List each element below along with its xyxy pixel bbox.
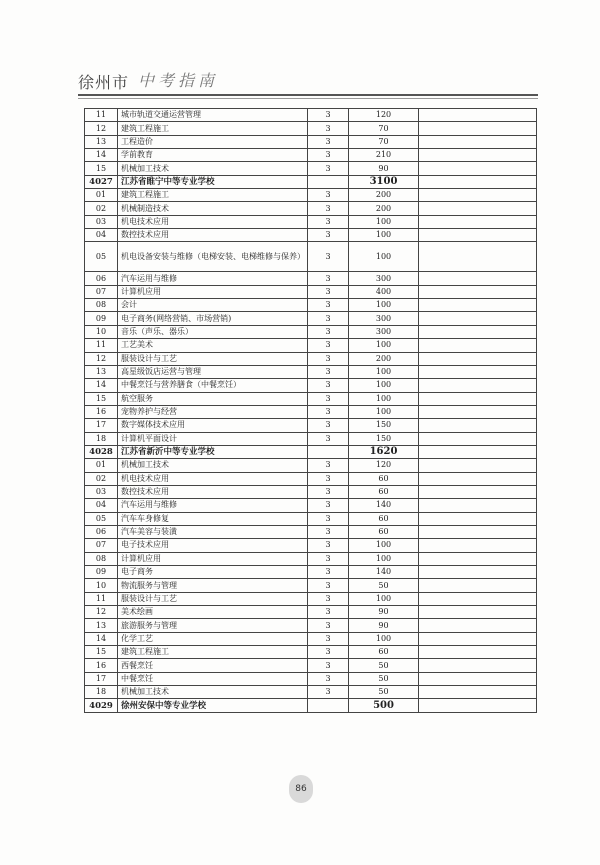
- cell-name: 中餐烹饪与营养膳食（中餐烹饪）: [118, 379, 308, 392]
- cell-plan: 100: [349, 299, 419, 312]
- cell-code: 12: [85, 352, 118, 365]
- cell-name: 机械加工技术: [118, 162, 308, 175]
- cell-plan: 100: [349, 632, 419, 645]
- cell-plan: 90: [349, 162, 419, 175]
- cell-plan: 120: [349, 459, 419, 472]
- cell-name: 建筑工程施工: [118, 122, 308, 135]
- cell-plan: 300: [349, 272, 419, 285]
- cell-name: 美术绘画: [118, 606, 308, 619]
- table-row: [85, 202, 537, 215]
- cell-name: 汽车车身修复: [118, 512, 308, 525]
- cell-name: 化学工艺: [118, 632, 308, 645]
- cell-note: [419, 659, 537, 672]
- cell-code: 01: [85, 459, 118, 472]
- cell-years: 3: [308, 189, 349, 202]
- table-row: [85, 659, 537, 672]
- cell-note: [419, 135, 537, 148]
- table-row: [85, 122, 537, 135]
- cell-name: 工程造价: [118, 135, 308, 148]
- cell-years: 3: [308, 672, 349, 685]
- cell-plan: 60: [349, 512, 419, 525]
- cell-note: [419, 202, 537, 215]
- cell-years: 3: [308, 122, 349, 135]
- table-row: [85, 242, 537, 272]
- enrollment-table: [84, 108, 537, 713]
- cell-code: 13: [85, 365, 118, 378]
- cell-code: 07: [85, 539, 118, 552]
- cell-years: 3: [308, 659, 349, 672]
- cell-name: 中餐烹饪: [118, 672, 308, 685]
- table-row: [85, 579, 537, 592]
- cell-years: 3: [308, 109, 349, 122]
- cell-code: 4027: [85, 175, 118, 188]
- cell-note: [419, 646, 537, 659]
- cell-years: 3: [308, 512, 349, 525]
- cell-plan: 90: [349, 619, 419, 632]
- cell-code: 05: [85, 242, 118, 272]
- cell-name: 航空服务: [118, 392, 308, 405]
- cell-name: 机械制造技术: [118, 202, 308, 215]
- table-row: [85, 606, 537, 619]
- cell-name: 电子商务: [118, 566, 308, 579]
- cell-code: 11: [85, 109, 118, 122]
- cell-plan: 50: [349, 686, 419, 699]
- cell-plan: 100: [349, 229, 419, 242]
- cell-code: 14: [85, 632, 118, 645]
- cell-years: 3: [308, 405, 349, 418]
- cell-years: 3: [308, 619, 349, 632]
- cell-note: [419, 162, 537, 175]
- cell-code: 01: [85, 189, 118, 202]
- cell-years: 3: [308, 579, 349, 592]
- table-row: [85, 459, 537, 472]
- cell-note: [419, 606, 537, 619]
- cell-note: [419, 325, 537, 338]
- header-decoration: 中考指南: [138, 71, 219, 90]
- cell-years: 3: [308, 285, 349, 298]
- cell-name: 机械加工技术: [118, 686, 308, 699]
- table-row: [85, 485, 537, 498]
- table-row: [85, 285, 537, 298]
- enrollment-table-body: [85, 109, 537, 713]
- cell-years: 3: [308, 539, 349, 552]
- table-row: [85, 162, 537, 175]
- table-row: [85, 552, 537, 565]
- cell-note: [419, 539, 537, 552]
- cell-note: [419, 432, 537, 445]
- cell-note: [419, 459, 537, 472]
- table-row: [85, 135, 537, 148]
- cell-note: [419, 339, 537, 352]
- cell-code: 16: [85, 659, 118, 672]
- cell-name: 宠物养护与经营: [118, 405, 308, 418]
- cell-name: 徐州安保中等专业学校: [118, 699, 308, 712]
- cell-plan: 60: [349, 485, 419, 498]
- table-row: [85, 566, 537, 579]
- cell-plan: 50: [349, 672, 419, 685]
- cell-years: 3: [308, 379, 349, 392]
- cell-years: [308, 699, 349, 712]
- cell-plan: 100: [349, 365, 419, 378]
- page-number: 86: [289, 775, 313, 803]
- cell-code: 03: [85, 485, 118, 498]
- cell-plan: 100: [349, 392, 419, 405]
- cell-plan: 90: [349, 606, 419, 619]
- cell-years: 3: [308, 646, 349, 659]
- cell-note: [419, 175, 537, 188]
- cell-years: 3: [308, 499, 349, 512]
- cell-note: [419, 242, 537, 272]
- cell-plan: 100: [349, 539, 419, 552]
- cell-plan: 200: [349, 352, 419, 365]
- cell-code: 18: [85, 432, 118, 445]
- cell-plan: 200: [349, 189, 419, 202]
- cell-years: [308, 175, 349, 188]
- cell-note: [419, 352, 537, 365]
- cell-plan: 3100: [349, 175, 419, 188]
- cell-name: 计算机应用: [118, 552, 308, 565]
- cell-years: 3: [308, 299, 349, 312]
- cell-code: 15: [85, 162, 118, 175]
- cell-code: 15: [85, 392, 118, 405]
- cell-plan: 200: [349, 202, 419, 215]
- cell-note: [419, 392, 537, 405]
- cell-name: 机电设备安装与维修（电梯安装、电梯维修与保养）: [118, 242, 308, 272]
- cell-note: [419, 525, 537, 538]
- cell-name: 旅游服务与管理: [118, 619, 308, 632]
- cell-plan: 150: [349, 432, 419, 445]
- cell-years: 3: [308, 215, 349, 228]
- table-row: [85, 339, 537, 352]
- cell-code: 04: [85, 229, 118, 242]
- cell-name: 学前教育: [118, 149, 308, 162]
- cell-plan: 100: [349, 242, 419, 272]
- table-row: [85, 272, 537, 285]
- cell-years: 3: [308, 325, 349, 338]
- cell-code: 12: [85, 606, 118, 619]
- cell-note: [419, 552, 537, 565]
- cell-code: 4028: [85, 445, 118, 458]
- cell-years: 3: [308, 485, 349, 498]
- cell-years: 3: [308, 592, 349, 605]
- cell-name: 电子商务(网络营销、市场营销): [118, 312, 308, 325]
- cell-code: 06: [85, 272, 118, 285]
- cell-years: 3: [308, 352, 349, 365]
- cell-plan: 400: [349, 285, 419, 298]
- cell-years: 3: [308, 472, 349, 485]
- table-row: [85, 472, 537, 485]
- cell-note: [419, 592, 537, 605]
- cell-note: [419, 445, 537, 458]
- cell-plan: 100: [349, 379, 419, 392]
- table-row: [85, 619, 537, 632]
- school-row: [85, 175, 537, 188]
- table-row: [85, 646, 537, 659]
- cell-name: 江苏省新沂中等专业学校: [118, 445, 308, 458]
- cell-code: 12: [85, 122, 118, 135]
- cell-note: [419, 699, 537, 712]
- table-row: [85, 365, 537, 378]
- cell-note: [419, 405, 537, 418]
- table-row: [85, 419, 537, 432]
- cell-plan: 100: [349, 339, 419, 352]
- cell-note: [419, 122, 537, 135]
- cell-years: 3: [308, 135, 349, 148]
- cell-name: 高星级饭店运营与管理: [118, 365, 308, 378]
- cell-name: 物流服务与管理: [118, 579, 308, 592]
- cell-code: 09: [85, 566, 118, 579]
- cell-code: 10: [85, 325, 118, 338]
- cell-years: 3: [308, 149, 349, 162]
- header-rule: [78, 94, 538, 96]
- cell-code: 18: [85, 686, 118, 699]
- cell-code: 11: [85, 592, 118, 605]
- cell-plan: 300: [349, 325, 419, 338]
- cell-years: 3: [308, 632, 349, 645]
- cell-note: [419, 149, 537, 162]
- cell-note: [419, 672, 537, 685]
- cell-code: 14: [85, 379, 118, 392]
- cell-name: 建筑工程施工: [118, 646, 308, 659]
- cell-name: 计算机平面设计: [118, 432, 308, 445]
- cell-note: [419, 686, 537, 699]
- cell-code: 02: [85, 202, 118, 215]
- cell-code: 10: [85, 579, 118, 592]
- cell-plan: 150: [349, 419, 419, 432]
- cell-years: 3: [308, 459, 349, 472]
- cell-note: [419, 215, 537, 228]
- table-row: [85, 672, 537, 685]
- cell-years: 3: [308, 552, 349, 565]
- cell-note: [419, 485, 537, 498]
- cell-years: 3: [308, 202, 349, 215]
- cell-name: 机械加工技术: [118, 459, 308, 472]
- cell-plan: 1620: [349, 445, 419, 458]
- table-row: [85, 539, 537, 552]
- cell-code: 13: [85, 619, 118, 632]
- cell-plan: 140: [349, 566, 419, 579]
- header-title: 徐州市: [78, 73, 130, 92]
- header-rule-thin: [78, 98, 538, 99]
- cell-plan: 70: [349, 122, 419, 135]
- cell-code: 17: [85, 672, 118, 685]
- cell-code: 02: [85, 472, 118, 485]
- cell-years: 3: [308, 525, 349, 538]
- cell-name: 城市轨道交通运营管理: [118, 109, 308, 122]
- table-row: [85, 215, 537, 228]
- cell-years: 3: [308, 686, 349, 699]
- cell-note: [419, 619, 537, 632]
- table-row: [85, 299, 537, 312]
- cell-name: 江苏省睢宁中等专业学校: [118, 175, 308, 188]
- cell-code: 13: [85, 135, 118, 148]
- cell-name: 数控技术应用: [118, 229, 308, 242]
- cell-code: 4029: [85, 699, 118, 712]
- cell-years: 3: [308, 606, 349, 619]
- cell-note: [419, 579, 537, 592]
- cell-note: [419, 272, 537, 285]
- cell-note: [419, 566, 537, 579]
- cell-code: 08: [85, 299, 118, 312]
- school-row: [85, 445, 537, 458]
- cell-plan: 50: [349, 659, 419, 672]
- table-row: [85, 686, 537, 699]
- cell-name: 服装设计与工艺: [118, 352, 308, 365]
- table-row: [85, 405, 537, 418]
- cell-code: 15: [85, 646, 118, 659]
- cell-code: 04: [85, 499, 118, 512]
- cell-plan: 60: [349, 646, 419, 659]
- cell-code: 06: [85, 525, 118, 538]
- cell-note: [419, 285, 537, 298]
- table-row: [85, 432, 537, 445]
- cell-plan: 500: [349, 699, 419, 712]
- cell-name: 机电技术应用: [118, 472, 308, 485]
- cell-name: 汽车运用与维修: [118, 499, 308, 512]
- cell-name: 音乐（声乐、器乐）: [118, 325, 308, 338]
- cell-code: 08: [85, 552, 118, 565]
- cell-name: 西餐烹饪: [118, 659, 308, 672]
- cell-plan: 120: [349, 109, 419, 122]
- cell-name: 汽车美容与装潢: [118, 525, 308, 538]
- table-row: [85, 352, 537, 365]
- cell-plan: 50: [349, 579, 419, 592]
- cell-plan: 70: [349, 135, 419, 148]
- cell-code: 05: [85, 512, 118, 525]
- table-row: [85, 109, 537, 122]
- cell-name: 数字媒体技术应用: [118, 419, 308, 432]
- cell-years: 3: [308, 339, 349, 352]
- cell-years: 3: [308, 242, 349, 272]
- table-row: [85, 525, 537, 538]
- cell-code: 03: [85, 215, 118, 228]
- cell-code: 07: [85, 285, 118, 298]
- cell-name: 工艺美术: [118, 339, 308, 352]
- cell-plan: 100: [349, 215, 419, 228]
- cell-note: [419, 419, 537, 432]
- cell-plan: 210: [349, 149, 419, 162]
- cell-plan: 100: [349, 552, 419, 565]
- table-row: [85, 499, 537, 512]
- table-row: [85, 632, 537, 645]
- table-row: [85, 512, 537, 525]
- cell-name: 电子技术应用: [118, 539, 308, 552]
- cell-plan: 300: [349, 312, 419, 325]
- cell-code: 14: [85, 149, 118, 162]
- cell-code: 16: [85, 405, 118, 418]
- table-row: [85, 379, 537, 392]
- cell-years: 3: [308, 272, 349, 285]
- cell-code: 11: [85, 339, 118, 352]
- cell-note: [419, 189, 537, 202]
- cell-name: 机电技术应用: [118, 215, 308, 228]
- cell-years: 3: [308, 419, 349, 432]
- cell-years: [308, 445, 349, 458]
- cell-plan: 60: [349, 472, 419, 485]
- cell-note: [419, 299, 537, 312]
- table-row: [85, 149, 537, 162]
- page-header: [78, 70, 538, 100]
- cell-note: [419, 365, 537, 378]
- cell-years: 3: [308, 566, 349, 579]
- cell-note: [419, 512, 537, 525]
- cell-plan: 140: [349, 499, 419, 512]
- cell-name: 汽车运用与维修: [118, 272, 308, 285]
- table-row: [85, 189, 537, 202]
- cell-name: 计算机应用: [118, 285, 308, 298]
- table-row: [85, 392, 537, 405]
- cell-plan: 100: [349, 405, 419, 418]
- cell-years: 3: [308, 312, 349, 325]
- cell-name: 数控技术应用: [118, 485, 308, 498]
- cell-name: 服装设计与工艺: [118, 592, 308, 605]
- cell-note: [419, 632, 537, 645]
- cell-note: [419, 229, 537, 242]
- cell-note: [419, 379, 537, 392]
- cell-note: [419, 472, 537, 485]
- cell-code: 09: [85, 312, 118, 325]
- cell-note: [419, 109, 537, 122]
- table-row: [85, 592, 537, 605]
- cell-plan: 100: [349, 592, 419, 605]
- cell-code: 17: [85, 419, 118, 432]
- cell-note: [419, 499, 537, 512]
- cell-years: 3: [308, 365, 349, 378]
- table-row: [85, 312, 537, 325]
- cell-note: [419, 312, 537, 325]
- cell-years: 3: [308, 162, 349, 175]
- cell-plan: 60: [349, 525, 419, 538]
- cell-years: 3: [308, 229, 349, 242]
- cell-name: 建筑工程施工: [118, 189, 308, 202]
- cell-name: 会计: [118, 299, 308, 312]
- table-row: [85, 229, 537, 242]
- table-row: [85, 325, 537, 338]
- cell-years: 3: [308, 392, 349, 405]
- school-row: [85, 699, 537, 712]
- cell-years: 3: [308, 432, 349, 445]
